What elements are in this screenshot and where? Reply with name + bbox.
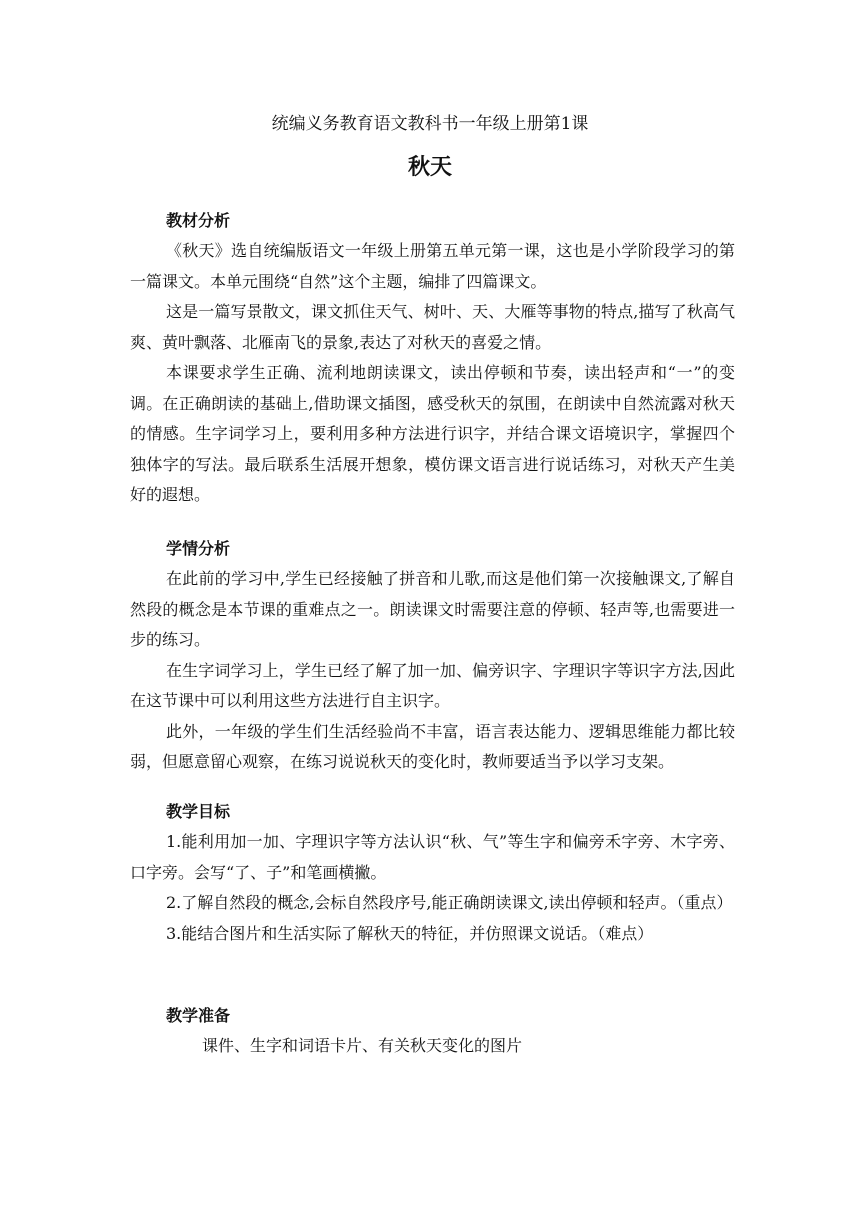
paragraph: 《秋天》选自统编版语文一年级上册第五单元第一课，这也是小学阶段学习的第一篇课文。本单元围绕“自然”这个主题，编排了四篇课文。: [130, 241, 735, 291]
section-heading: 教材分析: [166, 211, 231, 230]
paragraph: 此外，一年级的学生们生活经验尚不丰富，语言表达能力、逻辑思维能力都比较弱，但愿意留心观察，在练习说说秋天的变化时，教师要适当予以学习支架。: [130, 721, 735, 771]
section-heading: 教学准备: [166, 1006, 231, 1025]
paragraph: 课件、生字和词语卡片、有关秋天变化的图片: [202, 1036, 523, 1055]
goal-item: 1.能利用加一加、字理识字等方法认识“秋、气”等生字和偏旁禾字旁、木字旁、口字旁。会写“了、子”和笔画横撇。: [130, 832, 735, 882]
section-heading: 教学目标: [166, 802, 231, 821]
paragraph: 在此前的学习中,学生已经接触了拼音和儿歌,而这是他们第一次接触课文,了解自然段的概念是本节课的重难点之一。朗读课文时需要注意的停顿、轻声等,也需要进一步的练习。: [130, 569, 735, 649]
paragraph: 这是一篇写景散文，课文抓住天气、树叶、天、大雁等事物的特点,描写了秋高气爽、黄叶飘落、北雁南飞的景象,表达了对秋天的喜爱之情。: [130, 302, 735, 352]
section-learner-analysis: [130, 538, 735, 778]
section-teaching-goals: [130, 801, 735, 949]
document-header: 统编义务教育语文教科书一年级上册第1课: [271, 114, 589, 134]
section-textbook-analysis: [130, 210, 735, 511]
page-title: 秋天: [407, 155, 452, 180]
section-teaching-preparation: [130, 1005, 735, 1062]
paragraph: 在生字词学习上，学生已经了解了加一加、偏旁识字、字理识字等识字方法,因此在这节课中可以利用这些方法进行自主识字。: [130, 660, 735, 710]
goal-item: 2.了解自然段的概念,会标自然段序号,能正确朗读课文,读出停顿和轻声。（重点）: [166, 893, 733, 912]
section-heading: 学情分析: [166, 539, 231, 558]
goal-item: 3.能结合图片和生活实际了解秋天的特征，并仿照课文说话。（难点）: [166, 923, 654, 943]
paragraph: 本课要求学生正确、流利地朗读课文，读出停顿和节奏，读出轻声和“一”的变调。在正确朗读的基础上,借助课文插图，感受秋天的氛围，在朗读中自然流露对秋天的情感。生字词学习上，要利用多种方法进行识字，并结合课文语境识字，掌握四个独体字的写法。最后联系生活展开想象，模仿课文语言进行说话练习，对秋天产生美好的遐想。: [130, 363, 735, 504]
